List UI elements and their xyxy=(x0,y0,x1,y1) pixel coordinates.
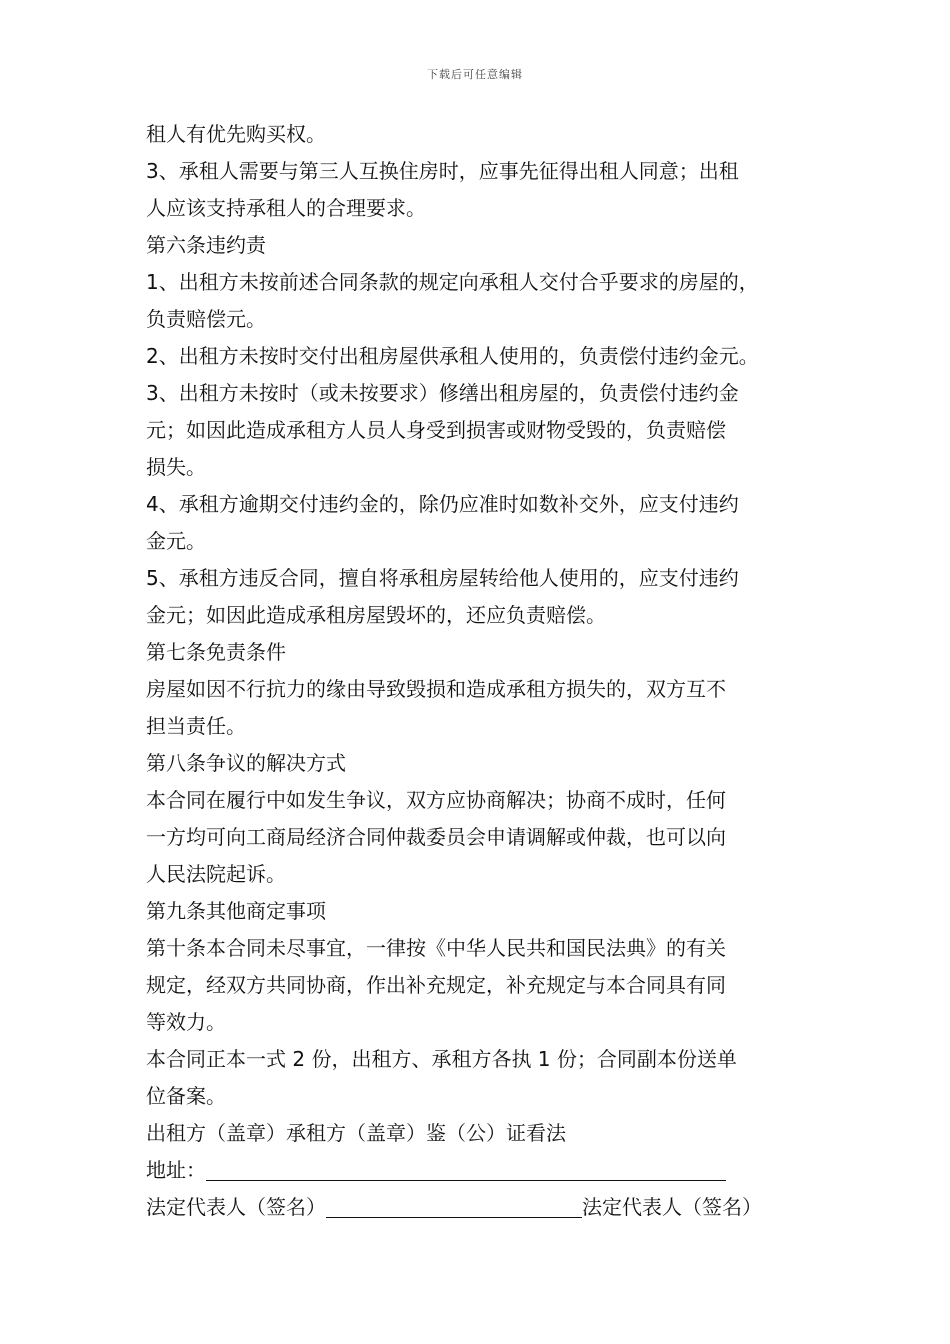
text-line: 5、承租方违反合同，擅自将承租房屋转给他人使用的，应支付违约 xyxy=(146,566,739,590)
representative-line xyxy=(146,1189,826,1226)
text-line: 3、承租人需要与第三人互换住房时，应事先征得出租人同意；出租 xyxy=(146,159,739,183)
text-line: 本合同正本一式 2 份，出租方、承租方各执 1 份；合同副本份送单 xyxy=(146,1047,737,1071)
text-line: 人民法院起诉。 xyxy=(146,862,286,886)
text-line: 一方均可向工商局经济合同仲裁委员会申请调解或仲裁，也可以向 xyxy=(146,825,726,849)
section-heading: 第八条争议的解决方式 xyxy=(146,751,346,775)
text-line: 第十条本合同未尽事宜，一律按《中华人民共和国民法典》的有关 xyxy=(146,936,726,960)
signature-parties-line: 出租方（盖章）承租方（盖章）鉴（公）证看法 xyxy=(146,1121,566,1145)
text-line: 2、出租方未按时交付出租房屋供承租人使用的，负责偿付违约金元。 xyxy=(146,344,759,368)
text-line: 负责赔偿元。 xyxy=(146,307,266,331)
section-heading: 第九条其他商定事项 xyxy=(146,899,326,923)
contract-body xyxy=(146,116,826,1226)
text-line: 人应该支持承租人的合理要求。 xyxy=(146,196,426,220)
address-blank xyxy=(206,1156,726,1181)
text-line: 1、出租方未按前述合同条款的规定向承租人交付合乎要求的房屋的， xyxy=(146,270,759,294)
text-line: 金元；如因此造成承租房屋毁坏的，还应负责赔偿。 xyxy=(146,603,606,627)
section-heading: 第六条违约责 xyxy=(146,233,266,257)
text-line: 金元。 xyxy=(146,529,206,553)
text-line: 房屋如因不行抗力的缘由导致毁损和造成承租方损失的，双方互不 xyxy=(146,677,726,701)
text-line: 等效力。 xyxy=(146,1010,226,1034)
address-line xyxy=(146,1152,826,1189)
text-line: 规定，经双方共同协商，作出补充规定，补充规定与本合同具有同 xyxy=(146,973,726,997)
representative-blank xyxy=(326,1193,582,1218)
text-line: 4、承租方逾期交付违约金的，除仍应准时如数补交外，应支付违约 xyxy=(146,492,739,516)
text-line: 损失。 xyxy=(146,455,206,479)
representative-label-left: 法定代表人（签名） xyxy=(146,1195,326,1219)
text-line: 元；如因此造成承租方人员人身受到损害或财物受毁的，负责赔偿 xyxy=(146,418,726,442)
page-header: 下载后可任意编辑 xyxy=(427,68,523,81)
section-heading: 第七条免责条件 xyxy=(146,640,286,664)
text-line: 3、出租方未按时（或未按要求）修缮出租房屋的，负责偿付违约金 xyxy=(146,381,739,405)
address-label: 地址： xyxy=(146,1158,206,1182)
text-line: 位备案。 xyxy=(146,1084,226,1108)
text-line: 租人有优先购买权。 xyxy=(146,122,326,146)
text-line: 本合同在履行中如发生争议，双方应协商解决；协商不成时，任何 xyxy=(146,788,726,812)
text-line: 担当责任。 xyxy=(146,714,246,738)
representative-label-right: 法定代表人（签名） xyxy=(582,1195,762,1219)
